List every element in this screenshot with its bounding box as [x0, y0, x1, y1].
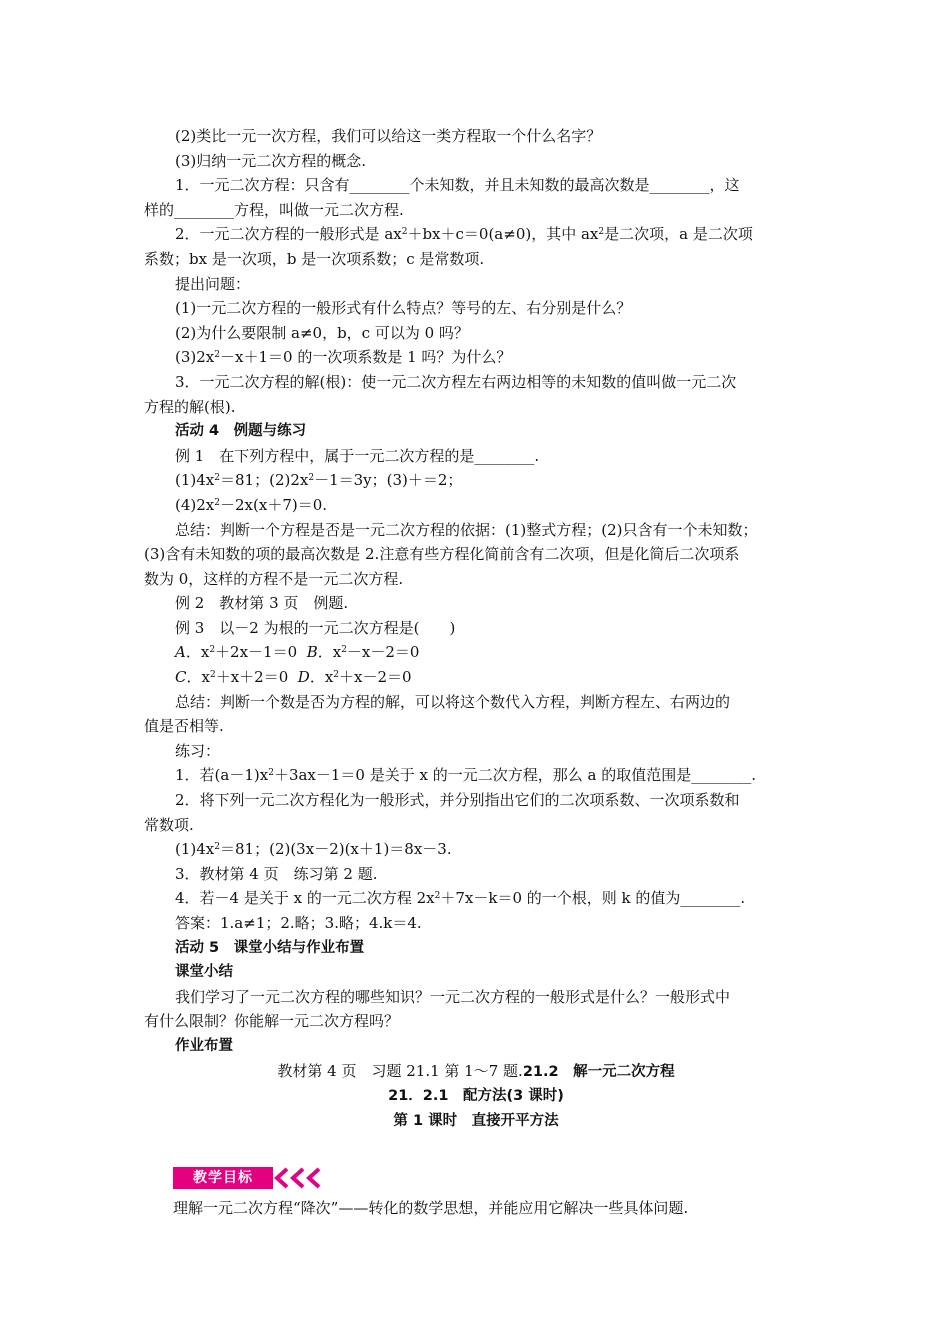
example-3-options: A．$x^2+2x-1=0$ B．$x^2-x-2=0$ [175, 643, 420, 662]
practice-item: $(1)4x^2=81$；(2)(3x－2)(x＋1)＝8x－3. [175, 840, 452, 859]
homework-heading: 作业布置 [175, 1037, 233, 1054]
general-form-line: 系数；bx 是一次项，b 是一次项系数；c 是常数项. [144, 249, 485, 268]
section-heading: 21.2 解一元二次方程 [522, 1063, 675, 1080]
homework-line: 教材第 4 页 习题 21.1 第 1～7 题.21.2 解一元二次方程 [277, 1061, 675, 1080]
question-line: (1)一元二次方程的一般形式有什么特点？等号的左、右分别是什么？ [175, 299, 632, 318]
prompt-line: 提出问题： [175, 274, 251, 293]
example-1-options: $(4)2x^2-2x(x+7)=0$. [175, 495, 328, 514]
practice-item: 3．教材第 4 页 练习第 2 题. [175, 864, 378, 883]
summary-line: (3)含有未知数的项的最高次数是 2.注意有些方程化简前含有二次项，但是化简后二次项系 [144, 545, 740, 564]
activity-5-heading: 活动 5 课堂小结与作业布置 [175, 939, 365, 956]
teaching-goals-banner [173, 1167, 353, 1191]
lesson-content [144, 124, 808, 1133]
question-line: $(3)2x^2-x+1=0$ 的一次项系数是 1 吗？为什么？ [175, 348, 512, 367]
practice-item: 2．将下列一元二次方程化为一般形式，并分别指出它们的二次项系数、一次项系数和 [175, 791, 740, 810]
summary-line: 总结：判断一个数是否为方程的解，可以将这个数代入方程，判断方程左、右两边的 [175, 692, 731, 711]
practice-item: 4．若－4 是关于 x 的一元二次方程 $2x^2+7x-k=0$ 的一个根，则 k 的值为________. [175, 889, 746, 908]
question-line: (2)为什么要限制 a≠0，b，c 可以为 0 吗？ [175, 323, 469, 342]
activity-4-heading: 活动 4 例题与练习 [175, 423, 307, 440]
teaching-goal-text: 理解一元二次方程“降次”——转化的数学思想，并能应用它解决一些具体问题. [173, 1199, 689, 1217]
summary-line: 值是否相等. [144, 717, 224, 736]
summary-line: 有什么限制？你能解一元二次方程吗？ [144, 1012, 400, 1031]
summary-line: 我们学习了一元二次方程的哪些知识？一元二次方程的一般形式是什么？一般形式中 [175, 987, 731, 1006]
summary-line: 数为 0，这样的方程不是一元二次方程. [144, 569, 404, 588]
root-definition-line: 3．一元二次方程的解(根)：使一元二次方程左右两边相等的未知数的值叫做一元二次 [175, 372, 737, 391]
general-form-line: 2．一元二次方程的一般形式是 $ax^2+bx+c=0(a\ne 0)$，其中 $ax^2$是二次项，a 是二次项 [175, 225, 753, 244]
practice-item: 1．若$(a-1)x^2+3ax-1=0$ 是关于 x 的一元二次方程，那么 a 的取值范围是________. [175, 766, 756, 785]
definition-line: 1．一元二次方程：只含有________个未知数，并且未知数的最高次数是________，这 [175, 176, 740, 195]
example-1-options: $(1)4x^2=81$；$(2)2x^2-1=3y$；(3)＋＝2； [175, 471, 463, 490]
definition-line: 样的________方程，叫做一元二次方程. [144, 200, 404, 219]
subsection-title: 21．2.1 配方法(3 课时) [388, 1088, 564, 1105]
example-2: 例 2 教材第 3 页 例题. [175, 594, 349, 613]
lesson-title: 第 1 课时 直接开平方法 [393, 1112, 559, 1129]
example-3: 例 3 以－2 为根的一元二次方程是( ) [175, 618, 456, 637]
class-summary-heading: 课堂小结 [175, 964, 233, 981]
question-line: (2)类比一元一次方程，我们可以给这一类方程取一个什么名字？ [175, 127, 602, 145]
triple-chevron-icon [273, 1167, 353, 1189]
practice-item: 常数项. [144, 815, 194, 834]
example-1: 例 1 在下列方程中，属于一元二次方程的是________. [175, 446, 540, 465]
practice-heading: 练习： [175, 741, 221, 760]
example-3-options: C．$x^2+x+2=0$ D．$x^2+x-2=0$ [175, 668, 412, 687]
banner-label: 教学目标 [173, 1167, 273, 1189]
question-line: (3)归纳一元二次方程的概念. [175, 151, 367, 170]
summary-line: 总结：判断一个方程是否是一元二次方程的依据：(1)整式方程；(2)只含有一个未知数； [175, 520, 758, 539]
answer-line: 答案：1.a≠1；2.略；3.略；4.k＝4. [175, 914, 422, 932]
root-definition-line: 方程的解(根). [144, 397, 236, 416]
